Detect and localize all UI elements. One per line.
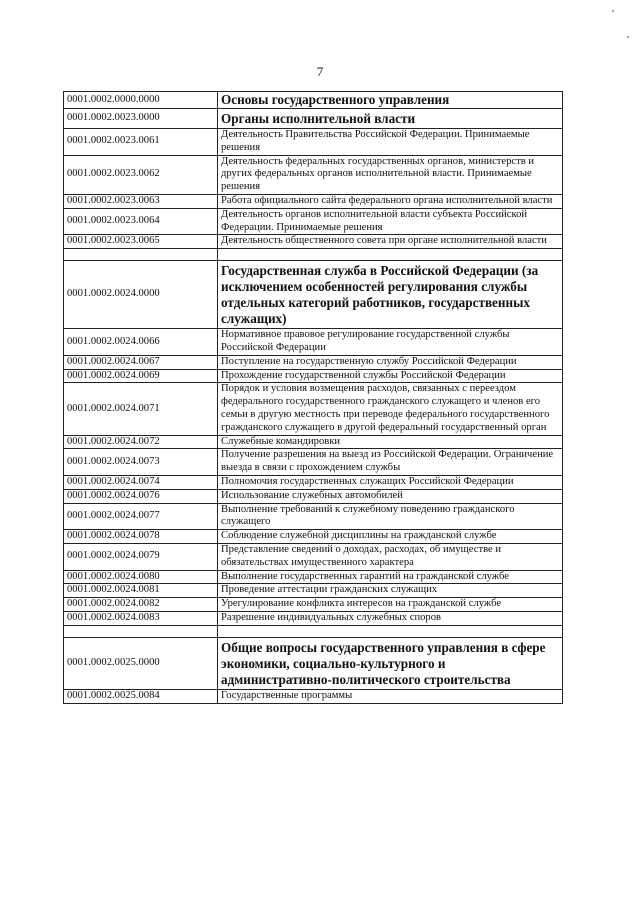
code-cell: 0001.0002.0023.0062 — [64, 155, 218, 194]
name-cell: Представление сведений о доходах, расходах, об имуществе и обязательствах имущественного характера — [218, 543, 563, 570]
table-row — [64, 530, 563, 544]
name-cell: Выполнение требований к служебному поведению гражданского служащего — [218, 503, 563, 530]
table-row — [64, 449, 563, 476]
name-cell: Деятельность общественного совета при органе исполнительной власти — [218, 235, 563, 249]
table-row — [64, 383, 563, 435]
scan-speck — [612, 10, 614, 12]
code-cell: 0001.0002.0024.0082 — [64, 598, 218, 612]
name-cell: Выполнение государственных гарантий на гражданской службе — [218, 570, 563, 584]
table-row — [64, 435, 563, 449]
code-cell: 0001.0002.0024.0000 — [64, 261, 218, 329]
code-cell: 0001.0002.0024.0074 — [64, 475, 218, 489]
code-cell: 0001.0002.0025.0084 — [64, 689, 218, 703]
code-cell: 0001.0002.0023.0000 — [64, 109, 218, 129]
name-cell: Проведение аттестации гражданских служащих — [218, 584, 563, 598]
table-row — [64, 584, 563, 598]
name-cell: Поступление на государственную службу Российской Федерации — [218, 355, 563, 369]
name-cell: Государственная служба в Российской Федерации (за исключением особенностей регулирования службы отдельных категорий работников, государственных служащих) — [218, 261, 563, 329]
table-row — [64, 503, 563, 530]
name-cell: Работа официального сайта федерального органа исполнительной власти — [218, 194, 563, 208]
table-row — [64, 475, 563, 489]
name-cell — [218, 249, 563, 261]
code-cell: 0001.0002.0024.0080 — [64, 570, 218, 584]
spacer-row — [64, 625, 563, 637]
name-cell: Нормативное правовое регулирование государственной службы Российской Федерации — [218, 329, 563, 356]
code-cell: 0001.0002.0024.0071 — [64, 383, 218, 435]
table-row — [64, 369, 563, 383]
code-cell: 0001.0002.0023.0061 — [64, 129, 218, 156]
code-cell: 0001.0002.0024.0073 — [64, 449, 218, 476]
name-cell: Получение разрешения на выезд из Российской Федерации. Ограничение выезда в связи с прохождением службы — [218, 449, 563, 476]
name-cell: Государственные программы — [218, 689, 563, 703]
code-cell: 0001.0002.0024.0076 — [64, 489, 218, 503]
page-number: 7 — [316, 64, 324, 79]
code-cell: 0001.0002.0024.0066 — [64, 329, 218, 356]
code-cell: 0001.0002.0024.0078 — [64, 530, 218, 544]
code-cell: 0001.0002.0024.0083 — [64, 611, 218, 625]
name-cell: Служебные командировки — [218, 435, 563, 449]
name-cell: Порядок и условия возмещения расходов, связанных с переездом федерального государственного гражданского служащего и членов его семьи в другую местность при переводе федерального государственного гражданского служащего в другой федеральный государственный орган — [218, 383, 563, 435]
code-cell: 0001.0002.0024.0081 — [64, 584, 218, 598]
name-cell: Полномочия государственных служащих Российской Федерации — [218, 475, 563, 489]
scan-speck — [627, 36, 629, 38]
table-row — [64, 355, 563, 369]
code-cell: 0001.0002.0024.0067 — [64, 355, 218, 369]
table-row — [64, 489, 563, 503]
name-cell: Разрешение индивидуальных служебных споров — [218, 611, 563, 625]
spacer-row — [64, 249, 563, 261]
table-body — [64, 92, 563, 704]
table-row — [64, 329, 563, 356]
table-row — [64, 129, 563, 156]
section-row — [64, 261, 563, 329]
code-cell — [64, 249, 218, 261]
table-row — [64, 194, 563, 208]
table-row — [64, 235, 563, 249]
code-cell: 0001.0002.0023.0063 — [64, 194, 218, 208]
name-cell — [218, 625, 563, 637]
code-cell: 0001.0002.0023.0064 — [64, 208, 218, 235]
name-cell: Общие вопросы государственного управления в сфере экономики, социально-культурного и административно-политического строительства — [218, 637, 563, 689]
code-cell: 0001.0002.0024.0079 — [64, 543, 218, 570]
code-cell: 0001.0002.0025.0000 — [64, 637, 218, 689]
code-cell — [64, 625, 218, 637]
name-cell: Прохождение государственной службы Российской Федерации — [218, 369, 563, 383]
section-row — [64, 109, 563, 129]
classifier-table — [63, 91, 563, 704]
table-row — [64, 155, 563, 194]
table-row — [64, 611, 563, 625]
code-cell: 0001.0002.0024.0077 — [64, 503, 218, 530]
name-cell: Деятельность федеральных государственных органов, министерств и других федеральных органов исполнительной власти. Принимаемые решения — [218, 155, 563, 194]
table-row — [64, 689, 563, 703]
table-row — [64, 208, 563, 235]
name-cell: Деятельность органов исполнительной власти субъекта Российской Федерации. Принимаемые решения — [218, 208, 563, 235]
name-cell: Основы государственного управления — [218, 92, 563, 109]
code-cell: 0001.0002.0024.0072 — [64, 435, 218, 449]
code-cell: 0001.0002.0000.0000 — [64, 92, 218, 109]
name-cell: Органы исполнительной власти — [218, 109, 563, 129]
name-cell: Урегулирование конфликта интересов на гражданской службе — [218, 598, 563, 612]
section-row — [64, 637, 563, 689]
header-row — [64, 92, 563, 109]
name-cell: Деятельность Правительства Российской Федерации. Принимаемые решения — [218, 129, 563, 156]
table-row — [64, 598, 563, 612]
name-cell: Использование служебных автомобилей — [218, 489, 563, 503]
table-row — [64, 543, 563, 570]
table-row — [64, 570, 563, 584]
name-cell: Соблюдение служебной дисциплины на гражданской службе — [218, 530, 563, 544]
code-cell: 0001.0002.0023.0065 — [64, 235, 218, 249]
code-cell: 0001.0002.0024.0069 — [64, 369, 218, 383]
